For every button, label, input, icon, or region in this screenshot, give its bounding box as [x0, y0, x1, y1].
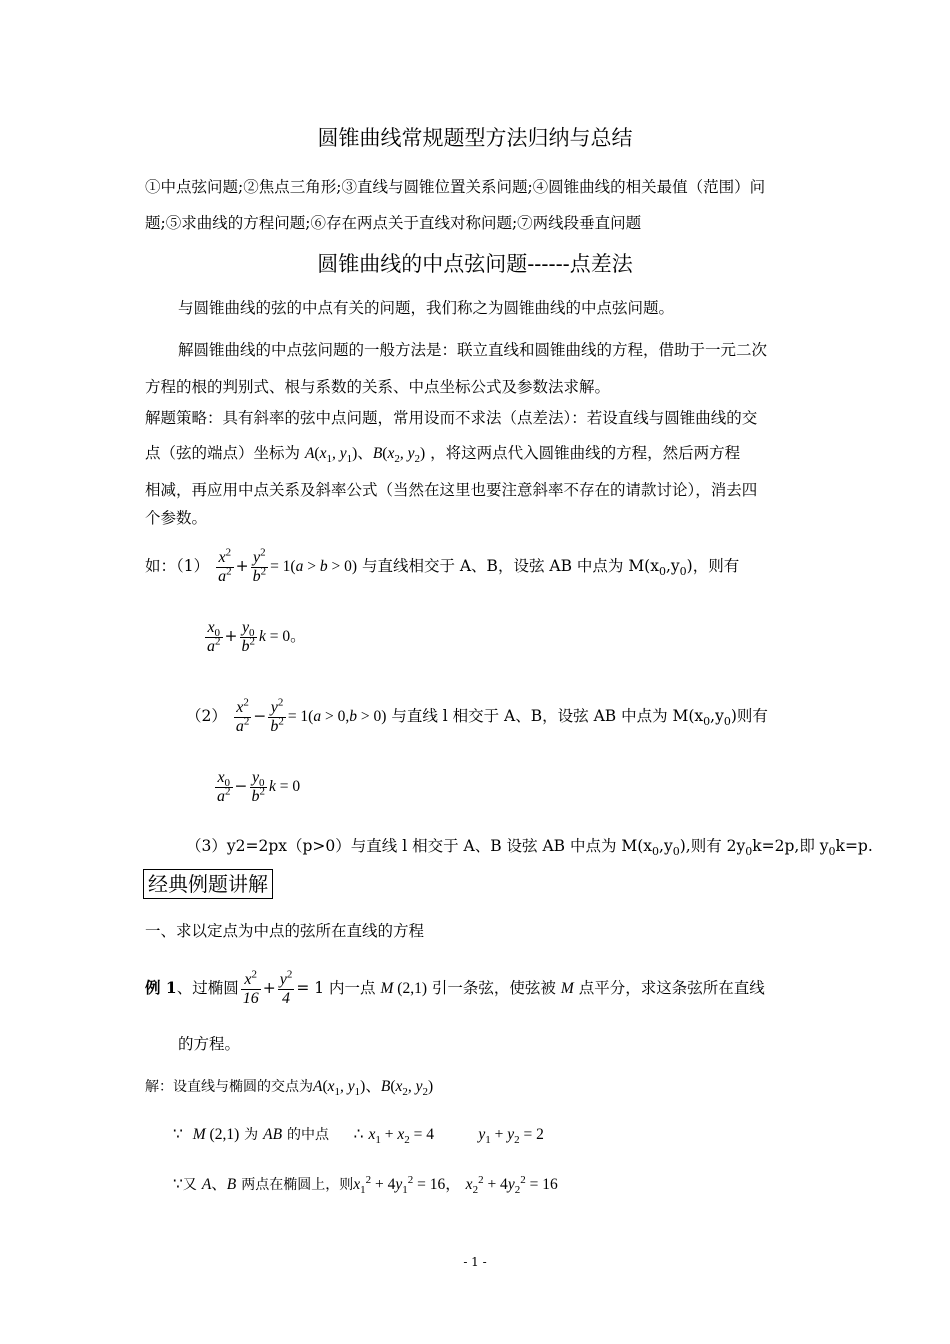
example-1-line: 例 1、过椭圆 $\frac{x^2}{16}$ + $\frac{y^2}{4}$ = 1 内一点 M (2,1) 引一条弦，使弦被 M 点平分，求这条弦所在直线 — [145, 968, 765, 1007]
solution-label: 解：设直线与椭圆的交点为 — [145, 1079, 313, 1095]
fraction-x0-a2: $\frac{x_0}{a^2}$ — [207, 618, 221, 655]
case-1-line: 如：（1） $\frac{x^2}{a^2}$ + $\frac{y^2}{b^2}$ = 1(a > b > 0) 与直线相交于 A、B，设弦 AB 中点为 $M(x_0,y_0)$，则有 — [145, 546, 740, 585]
solution-line-2: ∵ M (2,1) 为 AB 的中点 ∴ $x_1 + x_2 = 4$ $y_1 + y_2 = 2$ — [173, 1125, 544, 1147]
document-title: 圆锥曲线常规题型方法归纳与总结 — [317, 126, 633, 150]
case-1-suffix: 与直线相交于 A、B，设弦 AB 中点为 M(x — [361, 557, 659, 575]
example-1-text-c: 引一条弦，使弦被 — [431, 979, 556, 997]
strategy-line-2-sep: 、 — [357, 444, 373, 462]
example-1-line-2: 的方程。 — [178, 1035, 241, 1053]
fraction-x2-16: $\frac{x^2}{16}$ — [242, 968, 259, 1007]
example-1-text-d: 点平分，求这条弦所在直线 — [578, 979, 765, 997]
solution-line-3-a: 又 — [182, 1177, 197, 1193]
example-1-text-a: 、过椭圆 — [176, 979, 239, 997]
case-2-suffix: 与直线 l 相交于 A、B，设弦 AB 中点为 M(x — [391, 707, 704, 725]
strategy-line-3: 相减，再应用中点关系及斜率公式（当然在这里也要注意斜率不存在的请款讨论），消去四 — [145, 481, 758, 499]
solution-line-2-mid: 为 — [244, 1127, 259, 1143]
case-2-line: （2） $\frac{x^2}{a^2}$ − $\frac{y^2}{b^2}$ = 1(a > 0,b > 0) 与直线 l 相交于 A、B，设弦 AB 中点为 $M(x_0,y_0)$则有 — [186, 696, 768, 735]
strategy-line-4: 个参数。 — [145, 509, 208, 527]
case-3-line: （3）y2=2px（p>0）与直线 l 相交于 A、B 设弦 AB 中点为 $M(x_0,y_0)$,则有 $2y_0k=2p$,即 $y_0k=p$. — [186, 837, 873, 859]
subheading-1: 一、求以定点为中点的弦所在直线的方程 — [145, 922, 425, 940]
examples-heading-box: 经典例题讲解 — [143, 869, 273, 899]
case-2-tail: )则有 — [730, 707, 768, 725]
fraction-y2-b2: $\frac{y^2}{b^2}$ — [252, 546, 267, 585]
solution-line-2-tail: 的中点 — [286, 1127, 329, 1143]
point-m-formula: M (2,1) — [380, 980, 427, 997]
fraction-y2-b2-hyperbola: $\frac{y^2}{b^2}$ — [270, 696, 284, 735]
point-b-formula: $B(x_2$, $y_2$) — [372, 445, 426, 466]
solution-line-3-b: 两点在椭圆上，则 — [241, 1177, 354, 1193]
strategy-line-1: 解题策略：具有斜率的弦中点问题，常用设而不求法（点差法）：若设直线与圆锥曲线的交 — [145, 409, 758, 427]
case-2-prefix: （2） — [186, 707, 227, 725]
point-a-formula: $A(x_1$, $y_1$) — [304, 445, 358, 466]
strategy-line-2 — [145, 443, 740, 464]
solution-line-3: ∵又 A、B 两点在椭圆上，则$x_1^2 + 4y_1^2 = 16$， $x_2^2 + 4y_2^2 = 16$ — [173, 1173, 558, 1197]
solution-line-1: 解：设直线与椭圆的交点为$A(x_1$, $y_1$)、$B(x_2$, $y_2$) — [145, 1077, 434, 1099]
example-1-text-b: 内一点 — [329, 979, 376, 997]
hyperbola-condition: = 1(a > 0,b > 0) — [287, 708, 387, 725]
case-1-prefix: 如：（1） — [145, 557, 210, 575]
strategy-line-2-start: 点（弦的端点）坐标为 — [145, 444, 301, 462]
toc-line-2: 题;⑤求曲线的方程问题;⑥存在两点关于直线对称问题;⑦两线段垂直问题 — [145, 214, 642, 232]
fraction-y0-b2: $\frac{y_0}{b^2}$ — [241, 618, 255, 655]
case-2-result: $\frac{x_0}{a^2}$ − $\frac{y_0}{b^2}$ k = 0 — [217, 768, 301, 805]
case-3-text: （3）y2=2px（p>0）与直线 l 相交于 A、B 设弦 AB 中点为 M(x — [186, 837, 653, 855]
strategy-line-2-end: ，将这两点代入圆锥曲线的方程，然后两方程 — [430, 444, 741, 462]
toc-line-1: ①中点弦问题;②焦点三角形;③直线与圆锥位置关系问题;④圆锥曲线的相关最值（范围）问 — [145, 178, 766, 196]
page-number: - 1 - — [463, 1255, 487, 1269]
fraction-x0-a2-hyperbola: $\frac{x_0}{a^2}$ — [217, 768, 231, 805]
case-3-tail: k=p. — [835, 837, 873, 855]
example-1-label: 例 1 — [145, 978, 177, 997]
fraction-x2-a2: $\frac{x^2}{a^2}$ — [218, 546, 232, 585]
intro-paragraph-2-line-2: 方程的根的判别式、根与系数的关系、中点坐标公式及参数法求解。 — [145, 378, 611, 396]
fraction-y0-b2-hyperbola: $\frac{y_0}{b^2}$ — [251, 768, 265, 805]
case-1-tail: )，则有 — [686, 557, 740, 575]
section-title: 圆锥曲线的中点弦问题------点差法 — [317, 252, 633, 276]
fraction-x2-a2-hyperbola: $\frac{x^2}{a^2}$ — [235, 696, 250, 735]
ellipse-condition: = 1(a > b > 0) — [270, 558, 357, 575]
case-1-result: $\frac{x_0}{a^2}$ + $\frac{y_0}{b^2}$ k = 0。 — [207, 618, 306, 655]
intro-paragraph-1: 与圆锥曲线的弦的中点有关的问题，我们称之为圆锥曲线的中点弦问题。 — [178, 299, 675, 317]
intro-paragraph-2-line-1: 解圆锥曲线的中点弦问题的一般方法是：联立直线和圆锥曲线的方程，借助于一元二次 — [178, 341, 768, 359]
fraction-y2-4: $\frac{y^2}{4}$ — [279, 968, 293, 1007]
